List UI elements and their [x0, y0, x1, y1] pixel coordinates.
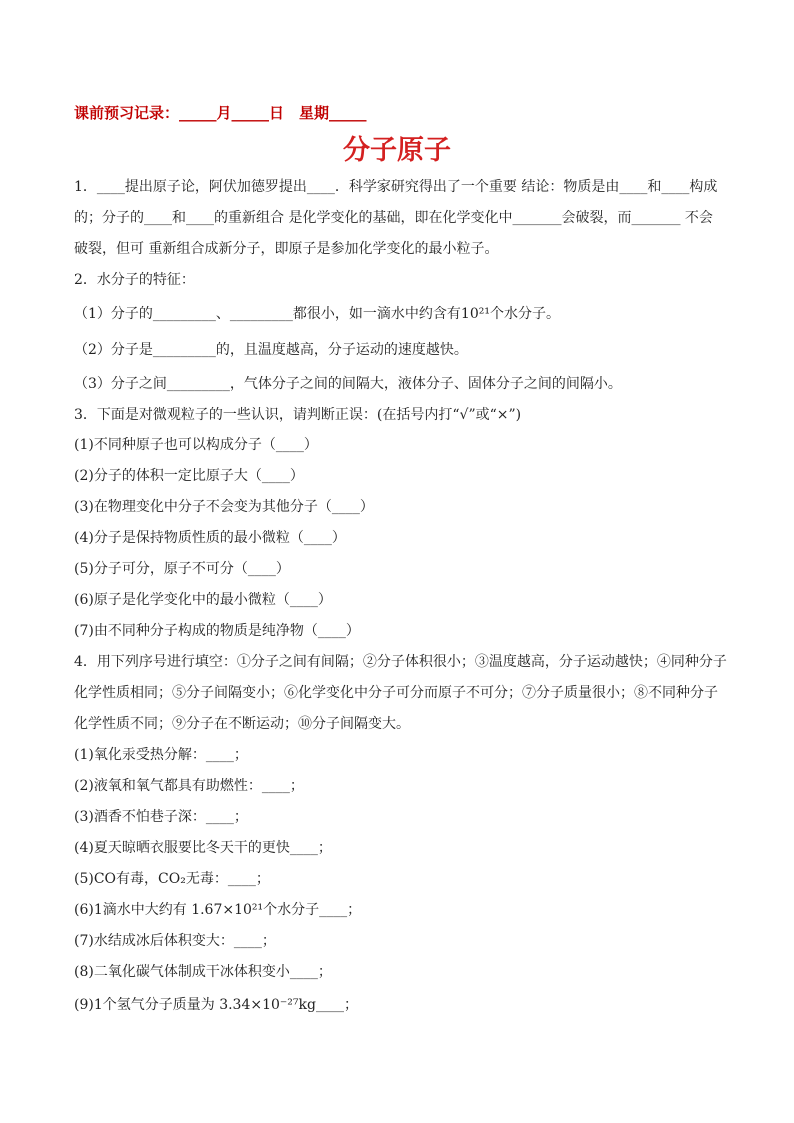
q4-item-8: (8)二氧化碳气体制成干冰体积变小____； [74, 964, 332, 980]
q3-item-2: (2)分子的体积一定比原子大（____） [74, 468, 304, 484]
q4-stem-line-3: 化学性质不同；⑨分子在不断运动；⑩分子间隔变大。 [74, 716, 410, 732]
q3-item-7: (7)由不同种分子构成的物质是纯净物（____） [74, 623, 360, 639]
q2-item-2: （2）分子是_________的，且温度越高，分子运动的速度越快。 [74, 342, 468, 358]
q3-item-3: (3)在物理变化中分子不会变为其他分子（____） [74, 499, 374, 515]
q4-item-9: (9)1个氢气分子质量为 3.34×10⁻²⁷kg____； [74, 997, 358, 1013]
q4-item-5: (5)CO有毒，CO₂无毒：____； [74, 871, 270, 887]
q1-line-1: 1．____提出原子论，阿伏加德罗提出____．科学家研究得出了一个重要 结论：物质是由____和____构成 [74, 179, 718, 195]
page-title: 分子原子 [343, 135, 451, 166]
q4-item-2: (2)液氧和氧气都具有助燃性：____； [74, 778, 304, 794]
q4-item-4: (4)夏天晾晒衣服要比冬天干的更快____； [74, 840, 332, 856]
q4-stem-line-1: 4．用下列序号进行填空：①分子之间有间隔；②分子体积很小；③温度越高，分子运动越快；④同种分子 [74, 654, 727, 670]
q4-item-6: (6)1滴水中大约有 1.67×10²¹个水分子____； [74, 902, 362, 918]
q4-stem-line-2: 化学性质相同；⑤分子间隔变小；⑥化学变化中分子可分而原子不可分；⑦分子质量很小；⑧不同种分子 [74, 685, 718, 701]
q1-line-2: 的；分子的____和____的重新组合 是化学变化的基础，即在化学变化中_______会破裂，而_______ 不会 [74, 210, 713, 226]
q4-item-1: (1)氧化汞受热分解：____； [74, 747, 248, 763]
q4-item-7: (7)水结成冰后体积变大：____； [74, 933, 276, 949]
q1-line-3: 破裂，但可 重新组合成新分子，即原子是参加化学变化的最小粒子。 [74, 241, 499, 257]
q3-item-4: (4)分子是保持物质性质的最小微粒（____） [74, 530, 346, 546]
q2-item-1: （1）分子的_________、_________都很小，如一滴水中约含有10²¹个水分子。 [74, 306, 560, 322]
q3-item-1: (1)不同种原子也可以构成分子（____） [74, 437, 318, 453]
q4-item-3: (3)酒香不怕巷子深：____； [74, 809, 248, 825]
q3-item-5: (5)分子可分，原子不可分（____） [74, 561, 290, 577]
q2-stem: 2．水分子的特征： [74, 272, 195, 288]
q2-item-3: （3）分子之间_________，气体分子之间的间隔大，液体分子、固体分子之间的间隔小。 [74, 376, 622, 392]
q3-item-6: (6)原子是化学变化中的最小微粒（____） [74, 592, 332, 608]
preview-record-line: 课前预习记录：_____月_____日 星期_____ [74, 104, 367, 122]
q3-stem: 3．下面是对微观粒子的一些认识，请判断正误：(在括号内打“√”或“×”) [74, 407, 522, 423]
